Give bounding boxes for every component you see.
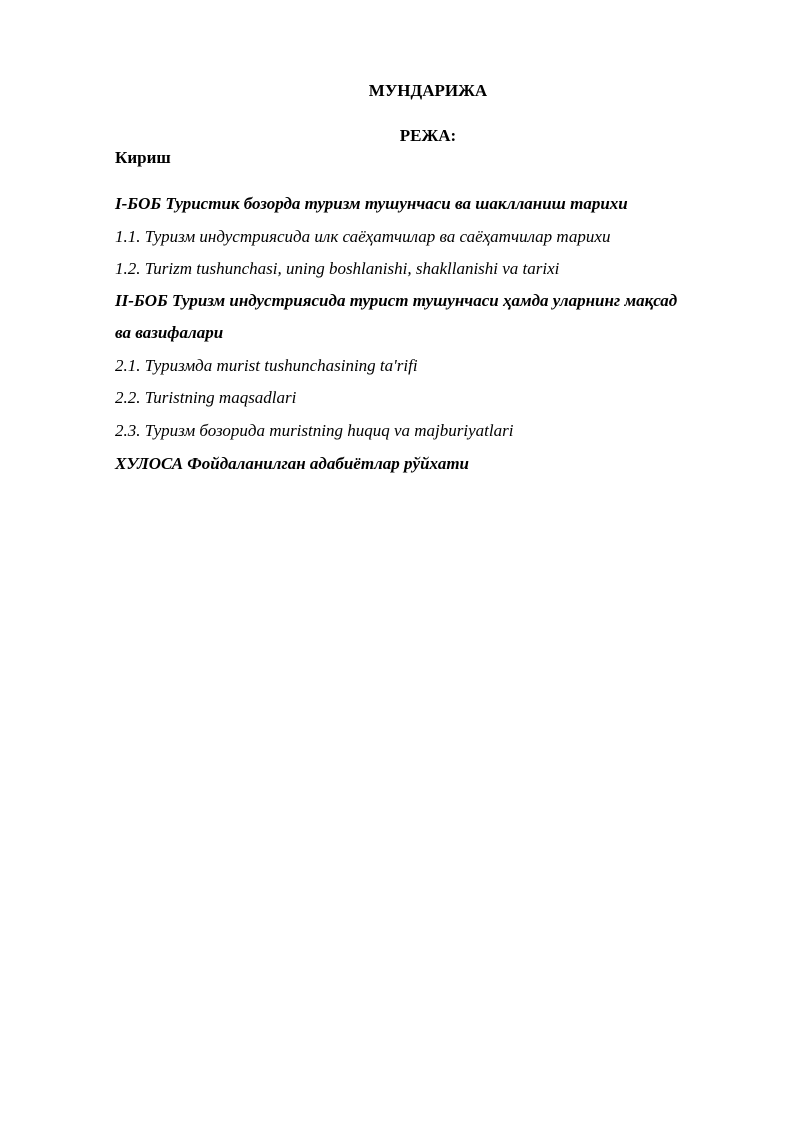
toc-section-2-1: 2.1. Туризмда murist tushunchasining ta'rifi (115, 356, 418, 375)
toc-section-2-2: 2.2. Turistning maqsadlari (115, 388, 297, 407)
toc-section-1-1: 1.1. Туризм индустриясида илк саёҳатчилар ва саёҳатчилар тарихи (115, 227, 611, 246)
toc-section-1-2: 1.2. Turizm tushunchasi, uning boshlanishi, shakllanishi va tarixi (115, 259, 560, 278)
toc-conclusion: ХУЛОСА Фойдаланилган адабиётлар рўйхати (115, 454, 469, 473)
toc-chapter-2-cont: ва вазифалари (115, 323, 224, 342)
intro-heading: Кириш (115, 148, 171, 167)
toc-chapter-2: II-БОБ Туризм индустриясида турист тушунчаси ҳамда уларнинг мақсад (115, 291, 678, 310)
document-title: МУНДАРИЖА (368, 81, 488, 100)
toc-chapter-1: I-БОБ Туристик бозорда туризм тушунчаси ва шаклланиш тарихи (115, 194, 628, 213)
toc-section-2-3: 2.3. Туризм бозорида muristning huquq va majburiyatlari (115, 421, 514, 440)
document-subtitle: РЕЖА: (399, 126, 457, 145)
